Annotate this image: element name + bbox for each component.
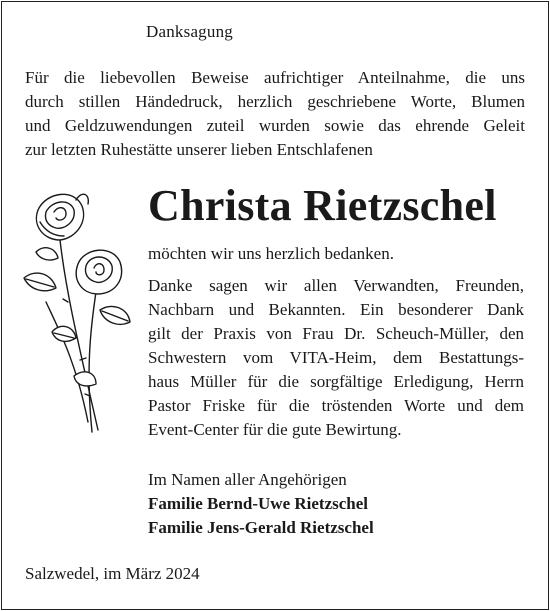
family-name: Familie Jens-Gerald Rietzschel: [148, 518, 374, 537]
notice-heading: Danksagung: [146, 22, 233, 41]
body-line: Schwestern vom VITA-Heim, dem Bestattungs-: [148, 348, 524, 367]
intro-line: durch stillen Händedruck, herzlich geschriebene Worte, Blumen: [25, 92, 525, 111]
signature-block: [148, 468, 374, 540]
body-line: Event-Center für die gute Bewirtung.: [148, 420, 402, 439]
deceased-name: Christa Rietzschel: [148, 181, 497, 230]
body-line: haus Müller für die sorgfältige Erledigung, Herrn: [148, 372, 524, 391]
intro-line: und Geldzuwendungen zuteil wurden sowie das ehrende Geleit: [25, 116, 525, 135]
family-name: Familie Bernd-Uwe Rietzschel: [148, 494, 368, 513]
body-line: Nachbarn und Bekannten. Ein besonderer Dank: [148, 300, 524, 319]
body-line: gilt der Praxis von Frau Dr. Scheuch-Müller, den: [148, 324, 524, 343]
rose-icon: [16, 182, 136, 442]
body-paragraph: [148, 274, 524, 442]
body-line: Pastor Friske für die tröstenden Worte und dem: [148, 396, 524, 415]
intro-line: zur letzten Ruhestätte unserer lieben Entschlafenen: [25, 140, 373, 159]
intro-paragraph: [25, 66, 525, 162]
thanks-line: möchten wir uns herzlich bedanken.: [148, 244, 394, 263]
place-date: Salzwedel, im März 2024: [25, 564, 200, 583]
on-behalf-line: Im Namen aller Angehörigen: [148, 470, 347, 489]
body-line: Danke sagen wir allen Verwandten, Freunden,: [148, 276, 524, 295]
intro-line: Für die liebevollen Beweise aufrichtiger Anteilnahme, die uns: [25, 68, 525, 87]
